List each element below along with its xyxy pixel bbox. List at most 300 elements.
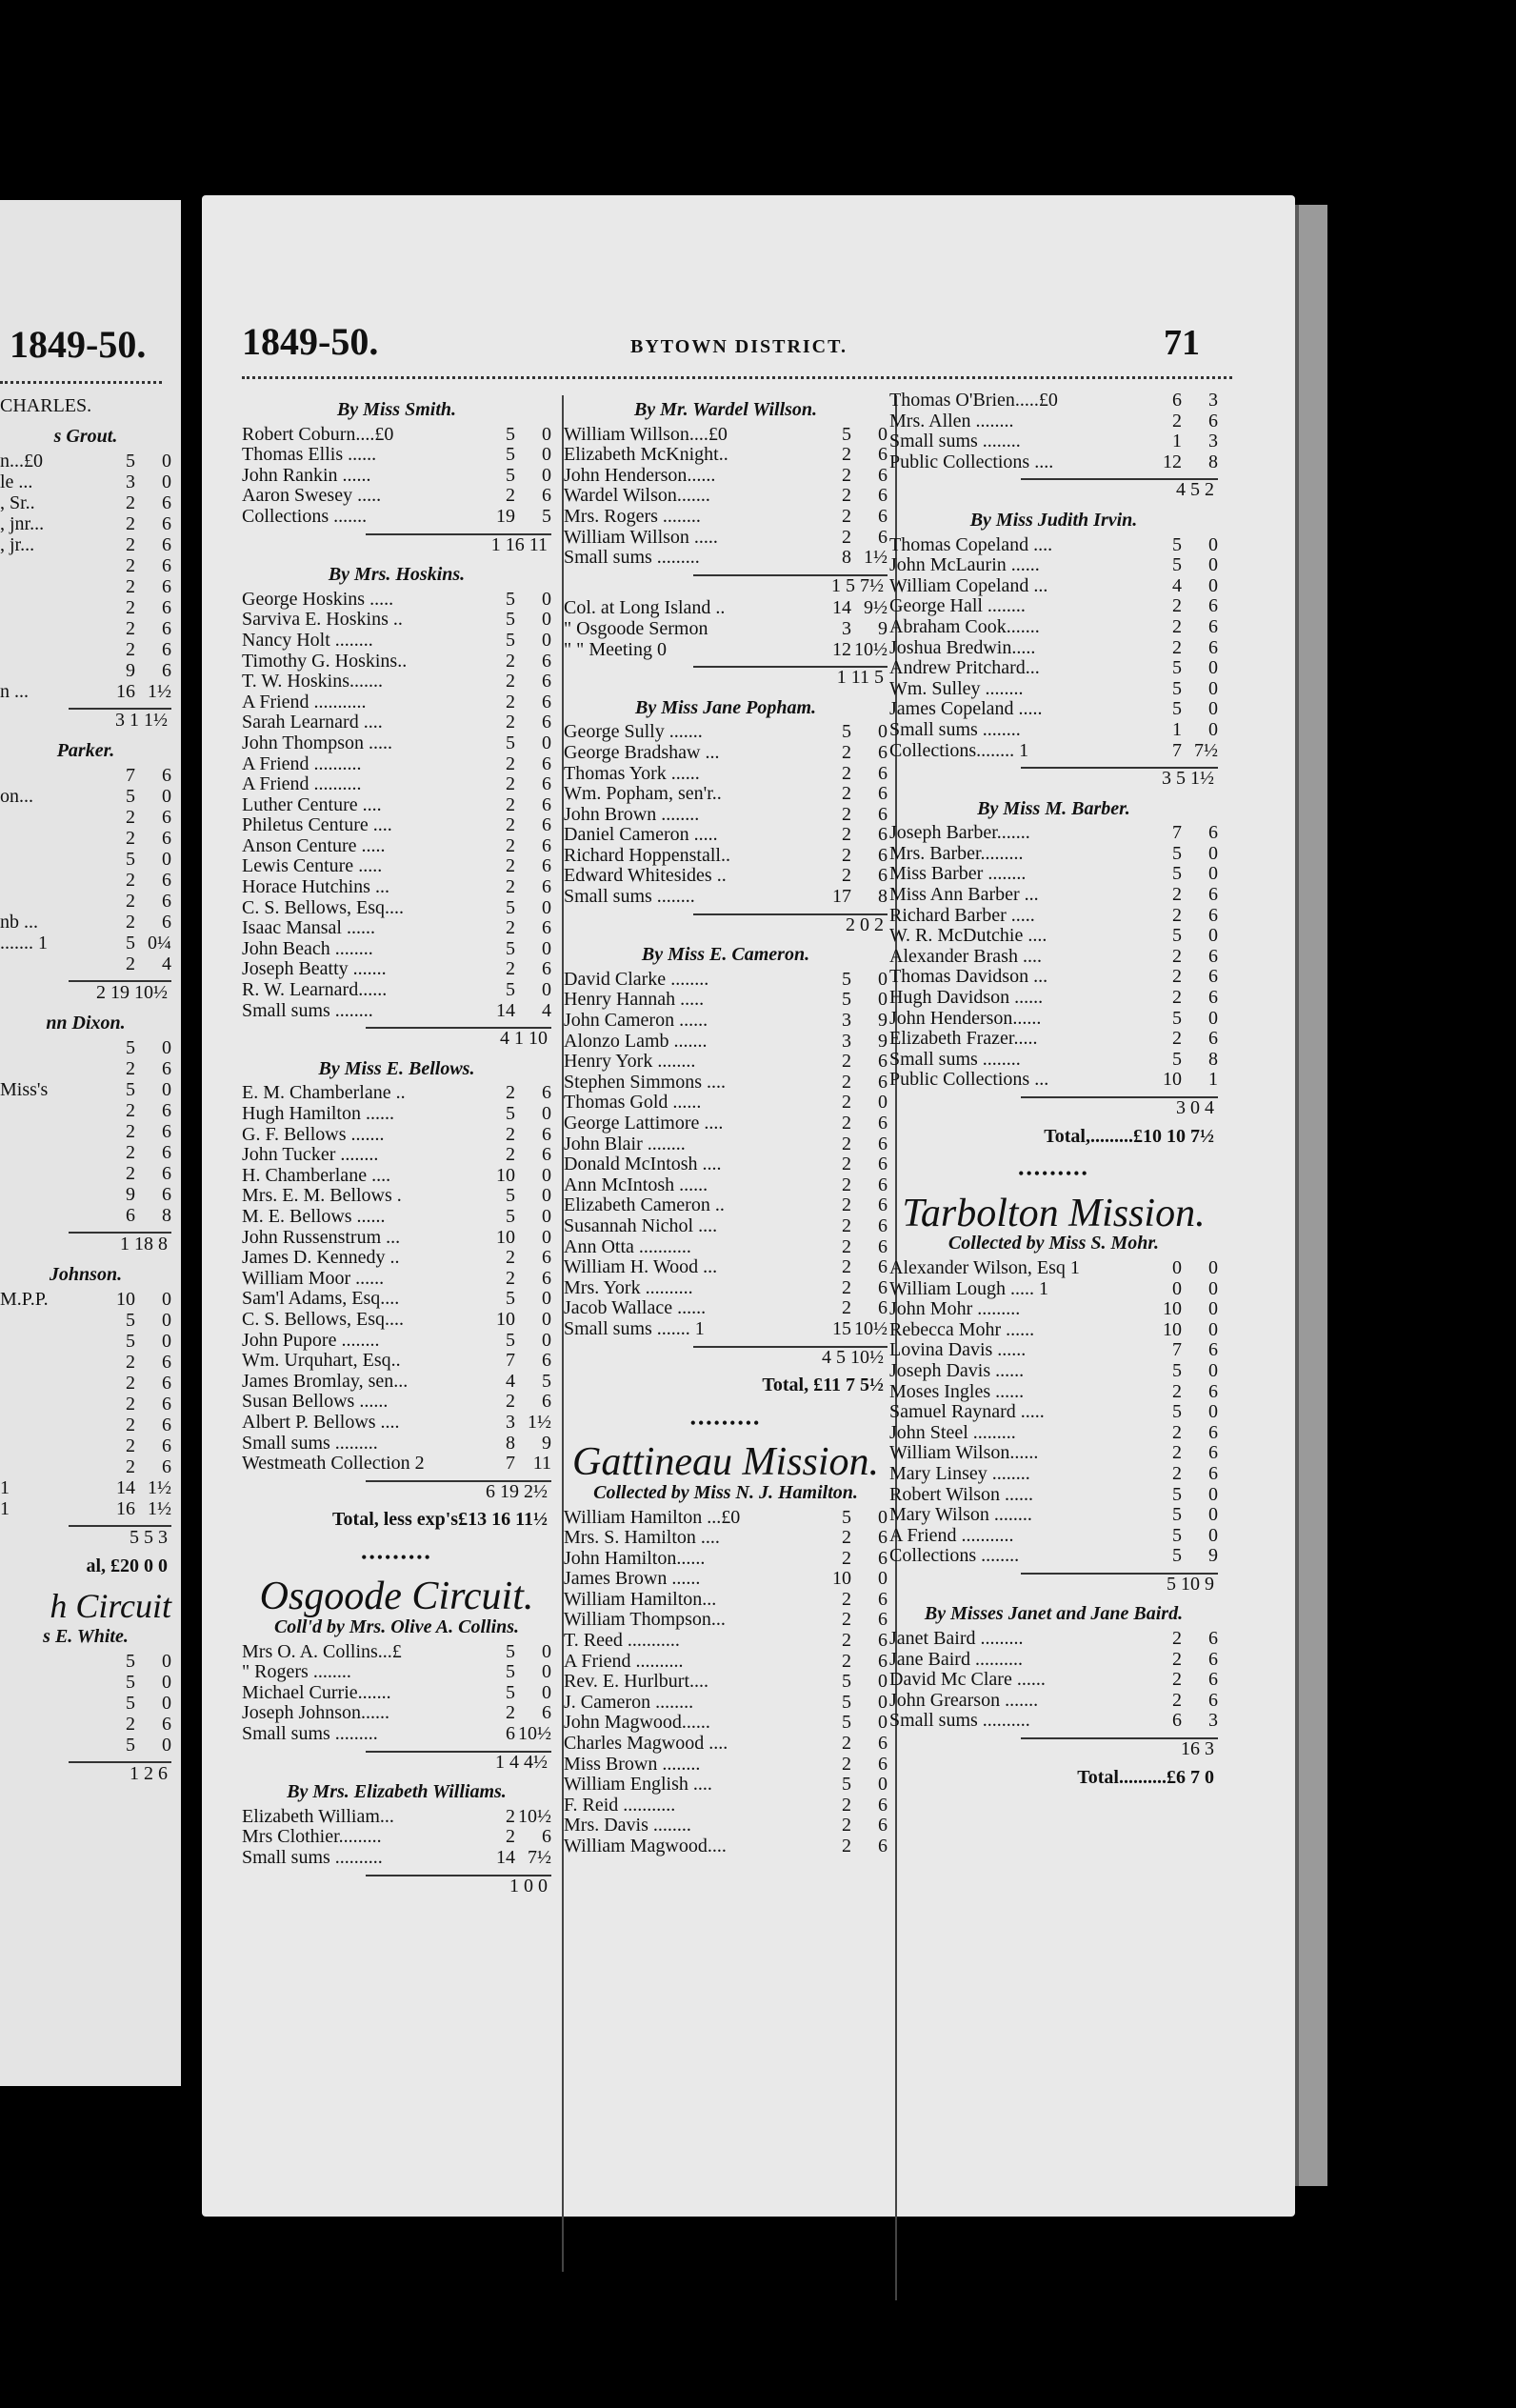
entry-pence: 0: [878, 1712, 888, 1734]
entry-shillings: 2: [126, 639, 135, 660]
entry-name: Lovina Davis ......: [889, 1340, 1027, 1361]
entry-pence: 0: [542, 979, 551, 1001]
entry-name: David Mc Clare ......: [889, 1670, 1046, 1691]
entry-shillings: 2: [842, 824, 851, 846]
entry-pence: 6: [162, 492, 171, 513]
entry-shillings: 5: [842, 423, 851, 445]
entry-shillings: 5: [126, 786, 135, 807]
entry-shillings: 2: [842, 1194, 851, 1216]
list-item: [242, 733, 551, 754]
list-item: [0, 1435, 171, 1456]
entry-shillings: 3: [506, 1411, 515, 1433]
entry-pence: 6: [162, 1435, 171, 1456]
entry-pence: 0: [162, 786, 171, 807]
entry-shillings: 4: [506, 1370, 515, 1392]
entry-name: John Cameron ......: [564, 1011, 708, 1032]
entry-name: Thomas York ......: [564, 763, 700, 784]
entry-shillings: 2: [506, 712, 515, 733]
entry-shillings: 15: [832, 1317, 851, 1339]
entry-name: William Hamilton...: [564, 1589, 717, 1610]
entry-pence: 3: [1208, 390, 1218, 411]
running-head: BYTOWN DISTRICT.: [630, 336, 848, 357]
section-total: 2 0 2: [693, 913, 888, 936]
entry-pence: 11: [532, 1453, 551, 1475]
entry-pence: 10½: [854, 1317, 888, 1339]
entry-name: Robert Coburn....£0: [242, 424, 394, 445]
section-total: 1 0 0: [366, 1875, 551, 1897]
entry-pence: 6: [878, 803, 888, 825]
entry-shillings: 2: [842, 783, 851, 805]
entry-pence: 1: [1208, 1069, 1218, 1091]
entry-pence: 6: [542, 814, 551, 836]
entry-name: Hugh Hamilton ......: [242, 1104, 394, 1124]
list-item: [564, 784, 888, 805]
entry-pence: 0: [1208, 1359, 1218, 1381]
entry-pence: 0: [1208, 1298, 1218, 1320]
entry-pence: 6: [542, 793, 551, 815]
list-item: [889, 391, 1218, 411]
list-item: [889, 576, 1218, 597]
entry-shillings: 2: [506, 691, 515, 712]
entry-name: Nancy Holt ........: [242, 630, 373, 651]
entry-name: Mrs. S. Hamilton ....: [564, 1528, 720, 1549]
list-item: [564, 887, 888, 908]
entry-name: Wardel Wilson.......: [564, 486, 710, 507]
list-item: [242, 1310, 551, 1331]
entry-shillings: 5: [506, 1640, 515, 1662]
list-item: [242, 692, 551, 713]
entry-shillings: 2: [506, 1123, 515, 1145]
entry-shillings: 2: [1172, 966, 1182, 988]
entry-pence: 0: [162, 472, 171, 492]
entry-shillings: 5: [1172, 1524, 1182, 1546]
section-title: By Miss E. Cameron.: [641, 944, 810, 966]
column-total: Total,.........£10 10 7½: [1044, 1125, 1214, 1147]
entry-pence: 6: [1208, 987, 1218, 1009]
list-item: [242, 1145, 551, 1166]
list-item: [564, 1816, 888, 1836]
section-title: Parker.: [56, 740, 115, 761]
head-rule: [242, 376, 1232, 379]
entry-shillings: 5: [1172, 533, 1182, 555]
entry-shillings: 2: [842, 1174, 851, 1195]
entry-name: [0, 639, 101, 660]
list-item: [564, 1195, 888, 1216]
section-total: 3 1 1½: [69, 708, 171, 731]
entry-shillings: 7: [1172, 822, 1182, 844]
entry-pence: 6: [878, 741, 888, 763]
list-item: [564, 1528, 888, 1549]
entry-name: John Henderson......: [889, 1008, 1042, 1029]
list-item: [564, 866, 888, 887]
list-item: [889, 1629, 1218, 1650]
list-item: [0, 1121, 171, 1142]
entry-name: George Bradshaw ...: [564, 742, 720, 763]
entry-name: Richard Barber .....: [889, 905, 1035, 926]
entry-name: F. Reid ...........: [564, 1795, 676, 1816]
entry-pence: 6: [878, 1547, 888, 1569]
entry-name: Thomas Copeland ....: [889, 534, 1053, 555]
entry-shillings: 5: [126, 933, 135, 953]
list-item: [242, 652, 551, 672]
entry-name: Joshua Bredwin.....: [889, 637, 1036, 658]
mission-title: Tarbolton Mission.: [902, 1191, 1206, 1235]
entry-shillings: 5: [1172, 1483, 1182, 1505]
list-item: [0, 1352, 171, 1373]
entry-shillings: 2: [842, 1256, 851, 1278]
list-item: [889, 741, 1218, 762]
entry-pence: 6: [1208, 1339, 1218, 1361]
entry-shillings: 5: [506, 609, 515, 631]
entry-pence: 8: [1208, 1048, 1218, 1070]
entry-pence: 6: [542, 773, 551, 795]
entry-name: Susan Bellows ......: [242, 1392, 389, 1413]
entry-pence: 6: [878, 1276, 888, 1298]
list-item: [564, 990, 888, 1011]
list-item: [242, 1642, 551, 1663]
entry-shillings: 10: [116, 1289, 135, 1310]
entry-pence: 6: [542, 1082, 551, 1104]
entry-shillings: 2: [842, 1650, 851, 1672]
list-item: [564, 507, 888, 528]
entry-name: Aaron Swesey .....: [242, 486, 382, 507]
entry-name: Philetus Centure ....: [242, 815, 392, 836]
entry-shillings: 5: [506, 979, 515, 1001]
entry-shillings: 2: [1172, 636, 1182, 658]
section-title: Collected by Miss N. J. Hamilton.: [593, 1481, 858, 1503]
list-item: [889, 1009, 1218, 1030]
entry-name: John Hamilton......: [564, 1548, 706, 1569]
entry-name: [0, 828, 101, 849]
list-item: [564, 619, 888, 640]
entry-name: 1: [0, 1498, 10, 1519]
entry-pence: 0: [542, 1103, 551, 1124]
entry-name: [0, 1373, 101, 1394]
entry-shillings: 5: [506, 1205, 515, 1227]
entry-shillings: 2: [1172, 1628, 1182, 1650]
entry-name: Susannah Nichol ....: [564, 1215, 718, 1236]
entry-shillings: 2: [1172, 945, 1182, 967]
entry-name: " " Meeting 0: [564, 639, 667, 660]
entry-name: A Friend ...........: [242, 692, 367, 712]
list-item: [564, 825, 888, 846]
entry-pence: 0: [542, 609, 551, 631]
entry-name: n...£0: [0, 451, 43, 472]
entry-name: E. M. Chamberlane ..: [242, 1083, 406, 1104]
entry-shillings: 17: [832, 886, 851, 908]
section-total: 6 19 2½: [366, 1480, 551, 1503]
entry-name: Albert P. Bellows ....: [242, 1412, 400, 1433]
entry-shillings: 6: [126, 1205, 135, 1226]
list-item: [564, 1734, 888, 1755]
list-item: [242, 1413, 551, 1434]
entry-shillings: 9: [126, 660, 135, 681]
list-item: [0, 953, 171, 974]
entry-name: John Magwood......: [564, 1713, 710, 1734]
entry-shillings: 5: [842, 1691, 851, 1713]
entry-name: Small sums ........: [889, 431, 1021, 452]
list-item: [0, 681, 171, 702]
entry-shillings: 2: [126, 1415, 135, 1435]
list-item: [0, 1163, 171, 1184]
list-item: [889, 1485, 1218, 1506]
entry-name: M. E. Bellows ......: [242, 1206, 386, 1227]
entry-shillings: 14: [832, 597, 851, 619]
list-item: [564, 1073, 888, 1094]
entry-pence: 0: [878, 968, 888, 990]
entry-name: Mrs Clothier.........: [242, 1827, 382, 1848]
entry-pence: 0: [542, 629, 551, 651]
entry-shillings: 2: [842, 505, 851, 527]
entry-pence: 0: [542, 444, 551, 466]
section-title: By Misses Janet and Jane Baird.: [924, 1603, 1184, 1625]
entry-shillings: 16: [116, 1498, 135, 1519]
entry-shillings: 2: [506, 876, 515, 898]
entry-name: John Thompson .....: [242, 732, 392, 753]
entry-pence: 0: [1208, 574, 1218, 596]
entry-name: Janet Baird .........: [889, 1629, 1024, 1650]
entry-name: George Lattimore ....: [564, 1114, 724, 1134]
entry-shillings: 5: [126, 849, 135, 870]
entry-name: [0, 1331, 101, 1352]
entry-pence: 6: [542, 876, 551, 898]
entry-pence: 0: [878, 1092, 888, 1114]
entry-shillings: 2: [126, 576, 135, 597]
entry-shillings: 2: [842, 464, 851, 486]
entry-shillings: 2: [1172, 615, 1182, 637]
list-item: [0, 618, 171, 639]
entry-shillings: 5: [842, 989, 851, 1011]
entry-pence: 6: [162, 1058, 171, 1079]
entry-shillings: 2: [506, 1805, 515, 1827]
entry-name: [0, 870, 101, 891]
entry-shillings: 7: [506, 1453, 515, 1475]
entry-name: John Grearson .......: [889, 1690, 1039, 1711]
entry-shillings: 2: [506, 1144, 515, 1166]
entry-pence: 0: [162, 849, 171, 870]
section-title: Collected by Miss S. Mohr.: [948, 1233, 1160, 1254]
list-item: [564, 1755, 888, 1776]
entry-name: C. S. Bellows, Esq....: [242, 1309, 405, 1330]
entry-shillings: 5: [126, 1331, 135, 1352]
list-item: [889, 1299, 1218, 1320]
list-item: [564, 1257, 888, 1278]
left-page-fragment: [0, 200, 181, 2086]
list-item: [564, 743, 888, 764]
entry-pence: 0: [542, 1661, 551, 1683]
entry-pence: 0: [1208, 698, 1218, 720]
entry-name: Small sums ..........: [889, 1711, 1030, 1732]
list-item: [242, 918, 551, 939]
entry-name: Rev. E. Hurlburt....: [564, 1672, 709, 1693]
entry-shillings: 2: [842, 444, 851, 466]
entry-shillings: 10: [1163, 1298, 1182, 1320]
entry-shillings: 5: [126, 451, 135, 472]
entry-pence: 0: [542, 1288, 551, 1310]
entry-shillings: 5: [842, 1506, 851, 1528]
entry-shillings: 2: [506, 917, 515, 939]
grand-total: al, £20 0 0: [86, 1555, 168, 1576]
entry-pence: 6: [542, 691, 551, 712]
entry-shillings: 0: [1172, 1256, 1182, 1278]
list-item: [242, 1228, 551, 1249]
entry-shillings: 2: [126, 1058, 135, 1079]
entry-pence: 6: [1208, 1380, 1218, 1402]
mission-title: Gattineau Mission.: [572, 1440, 879, 1485]
list-item: [889, 1546, 1218, 1567]
list-item: [889, 1526, 1218, 1547]
entry-shillings: 7: [506, 1350, 515, 1372]
list-item: [0, 513, 171, 534]
entry-name: [0, 1456, 101, 1477]
entry-name: [0, 1163, 101, 1184]
entry-name: John Mohr .........: [889, 1299, 1021, 1320]
list-item: [889, 720, 1218, 741]
entry-name: James Copeland .....: [889, 699, 1043, 720]
entry-pence: 0: [542, 588, 551, 610]
list-item: [889, 1670, 1218, 1691]
list-item: [0, 807, 171, 828]
list-item: [564, 1836, 888, 1857]
entry-shillings: 2: [506, 834, 515, 856]
entry-shillings: 2: [126, 891, 135, 912]
entry-pence: 0: [162, 451, 171, 472]
list-item: [564, 846, 888, 867]
list-item: [564, 1549, 888, 1570]
entry-name: Thomas Ellis ......: [242, 445, 377, 466]
entry-pence: 5: [542, 1370, 551, 1392]
list-item: [242, 1392, 551, 1413]
list-item: [889, 1423, 1218, 1444]
entry-name: , jr...: [0, 534, 35, 555]
entry-pence: 6: [1208, 1421, 1218, 1443]
entry-pence: 6: [162, 1121, 171, 1142]
entry-pence: 6: [878, 1815, 888, 1836]
entry-shillings: 14: [496, 1847, 515, 1868]
list-item: [889, 1320, 1218, 1341]
entry-pence: 8: [162, 1205, 171, 1226]
list-item: [0, 891, 171, 912]
entry-name: [0, 953, 101, 974]
entry-shillings: 2: [126, 555, 135, 576]
entry-shillings: 2: [842, 1527, 851, 1549]
entry-name: Thomas Davidson ...: [889, 967, 1048, 988]
list-item: [0, 639, 171, 660]
entry-pence: 6: [878, 1297, 888, 1319]
list-item: [564, 528, 888, 549]
entry-pence: 9: [542, 1432, 551, 1454]
list-item: [564, 1216, 888, 1237]
entry-shillings: 5: [506, 1329, 515, 1351]
entry-name: David Clarke ........: [564, 969, 709, 990]
entry-pence: 0: [1208, 863, 1218, 885]
entry-pence: 4: [542, 999, 551, 1021]
entry-shillings: 2: [506, 752, 515, 774]
entry-shillings: 2: [842, 1154, 851, 1175]
entry-pence: 0: [1208, 718, 1218, 740]
entry-name: Small sums ........: [564, 887, 695, 908]
entry-pence: 6: [1208, 884, 1218, 906]
entry-shillings: 2: [126, 597, 135, 618]
column-2: [564, 391, 888, 1857]
entry-pence: 6: [542, 712, 551, 733]
entry-name: William Moor ......: [242, 1268, 385, 1289]
entry-pence: 6: [878, 1214, 888, 1236]
entry-shillings: 2: [842, 1297, 851, 1319]
entry-pence: 6: [878, 1071, 888, 1093]
entry-name: [0, 1352, 101, 1373]
entry-shillings: 5: [1172, 657, 1182, 679]
entry-name: Horace Hutchins ...: [242, 877, 389, 898]
entry-name: Ann McIntosh ......: [564, 1174, 708, 1195]
entry-shillings: 5: [506, 1185, 515, 1207]
entry-shillings: 2: [126, 1435, 135, 1456]
list-item: [0, 765, 171, 786]
list-item: [889, 967, 1218, 988]
entry-pence: 6: [878, 844, 888, 866]
entry-shillings: 5: [126, 1735, 135, 1756]
entry-pence: 0: [1208, 1277, 1218, 1299]
section-title: By Miss Smith.: [336, 399, 457, 420]
list-item: [0, 555, 171, 576]
list-item: [242, 754, 551, 775]
list-item: [0, 912, 171, 933]
page-edge: [1295, 205, 1327, 2186]
entry-name: Thomas Gold ......: [564, 1093, 702, 1114]
list-item: [889, 1361, 1218, 1382]
entry-name: T. W. Hoskins.......: [242, 672, 383, 692]
entry-pence: 0: [1208, 1504, 1218, 1526]
list-item: [0, 660, 171, 681]
entry-pence: 6: [1208, 1628, 1218, 1650]
entry-name: Jane Baird ..........: [889, 1649, 1023, 1670]
entry-shillings: 5: [126, 1310, 135, 1331]
entry-shillings: 5: [506, 629, 515, 651]
entry-shillings: 2: [126, 1352, 135, 1373]
entry-shillings: 8: [842, 547, 851, 569]
entry-name: Moses Ingles ......: [889, 1381, 1025, 1402]
list-item: [564, 486, 888, 507]
entry-pence: 5: [542, 505, 551, 527]
entry-name: Small sums ..........: [242, 1848, 383, 1868]
list-item: [0, 1714, 171, 1735]
entry-shillings: 2: [842, 1092, 851, 1114]
entry-shillings: 2: [506, 793, 515, 815]
entry-name: Alexander Wilson, Esq 1: [889, 1257, 1080, 1278]
entry-name: William Thompson...: [564, 1610, 726, 1631]
entry-name: [0, 555, 101, 576]
entry-shillings: 5: [506, 896, 515, 918]
list-item: [242, 774, 551, 795]
entry-pence: 6: [878, 1650, 888, 1672]
list-item: [0, 1456, 171, 1477]
list-item: [0, 1498, 171, 1519]
entry-pence: 0: [542, 937, 551, 959]
section-title: Coll'd by Mrs. Olive A. Collins.: [273, 1616, 520, 1638]
entry-shillings: 5: [506, 1103, 515, 1124]
list-item: [564, 764, 888, 785]
entry-pence: 0: [1208, 533, 1218, 555]
entry-shillings: 19: [496, 505, 515, 527]
entry-name: Small sums .........: [242, 1724, 378, 1745]
entry-name: [0, 660, 101, 681]
list-item: [242, 1186, 551, 1207]
list-item: [889, 617, 1218, 638]
entry-pence: 9: [1208, 1545, 1218, 1567]
entry-name: Westmeath Collection 2: [242, 1454, 425, 1475]
list-item: [242, 610, 551, 631]
entry-pence: 9½: [864, 597, 888, 619]
